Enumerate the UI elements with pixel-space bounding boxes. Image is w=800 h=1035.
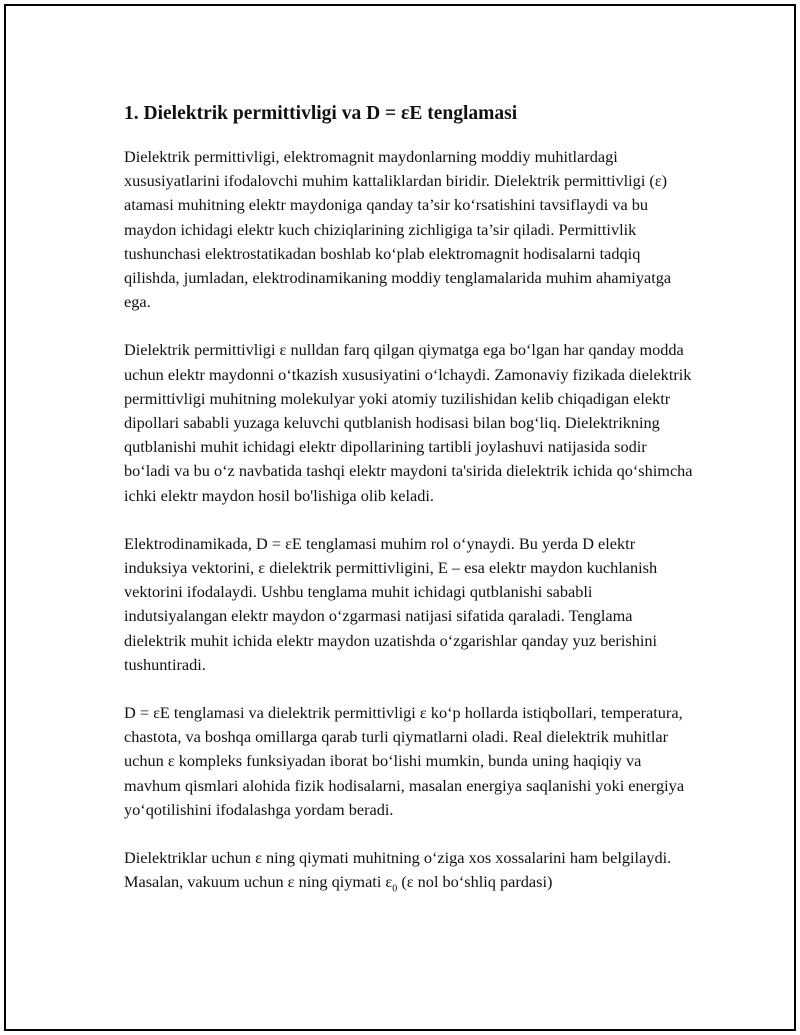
paragraph-2: Dielektrik permittivligi ε nulldan farq qilgan qiymatga ega boʻlgan har qanday modda uchun elektr maydonni oʻtkazish xususiyatini oʻlchaydi. Zamonaviy fizikada dielektrik permittivligi muhitning molekulyar yoki atomiy tuzilishidan kelib chiqadigan elektr dipollari sababli yuzaga keluvchi qutblanish hodisasi bilan bogʻliq. Dielektrikning qutblanishi muhit ichidagi elektr dipollarining tartibli joylashuvi natijasida sodir boʻladi va bu oʻz navbatida tashqi elektr maydoni ta'sirida dielektrik ichida qoʻshimcha ichki elektr maydon hosil bo'lishiga olib keladi. (124, 340, 693, 505)
page-frame (4, 4, 796, 1031)
paragraph-1: Dielektrik permittivligi, elektromagnit maydonlarning moddiy muhitlardagi xususiyatlarini ifodalovchi muhim kattaliklardan biridir. Dielektrik permittivligi (ε) atamasi muhitning elektr maydoniga qanday ta’sir koʻrsatishini tavsiflaydi va bu maydon ichidagi elektr kuch chiziqlarining zichligiga ta’sir qiladi. Permittivlik tushunchasi elektrostatikadan boshlab koʻplab elektromagnit hodisalarni tadqiq qilishda, jumladan, elektrodinamikaning moddiy tenglamalarida muhim ahamiyatga ega. (124, 147, 672, 312)
paragraph-3: Elektrodinamikada, D = εE tenglamasi muhim rol oʻynaydi. Bu yerda D elektr induksiya vektorini, ε dielektrik permittivligini, E – esa elektr maydon kuchlanish vektorini ifodalaydi. Ushbu tenglama muhit ichidagi qutblanishi sababli indutsiyalangan elektr maydon oʻzgarmasi natijasi sifatida qaraladi. Tenglama dielektrik muhit ichida elektr maydon uzatishda oʻzgarishlar qanday yuz berishini tushuntiradi. (124, 533, 658, 674)
paragraph-5-tail: (ε nol boʻshliq pardasi) (397, 872, 553, 892)
document-body (124, 102, 696, 918)
section-heading: 1. Dielektrik permittivligi va D = εE tenglamasi (124, 103, 518, 124)
paragraph-5 (124, 846, 696, 894)
epsilon-subscript: 0 (392, 883, 398, 895)
paragraph-5-text: Dielektriklar uchun ε ning qiymati muhitning oʻziga xos xossalarini ham belgilaydi. Masalan, vakuum uchun ε ning qiymati ε (124, 848, 672, 892)
paragraph-4: D = εE tenglamasi va dielektrik permittivligi ε koʻp hollarda istiqbollari, temperatura, chastota, va boshqa omillarga qarab turli qiymatlarni oladi. Real dielektrik muhitlar uchun ε kompleks funksiyadan iborat boʻlishi mumkin, bunda uning haqiqiy va mavhum qismlari alohida fizik hodisalarni, masalan energiya saqlanishi yoki energiya yoʻqotilishini ifodalashga yordam beradi. (124, 703, 685, 819)
